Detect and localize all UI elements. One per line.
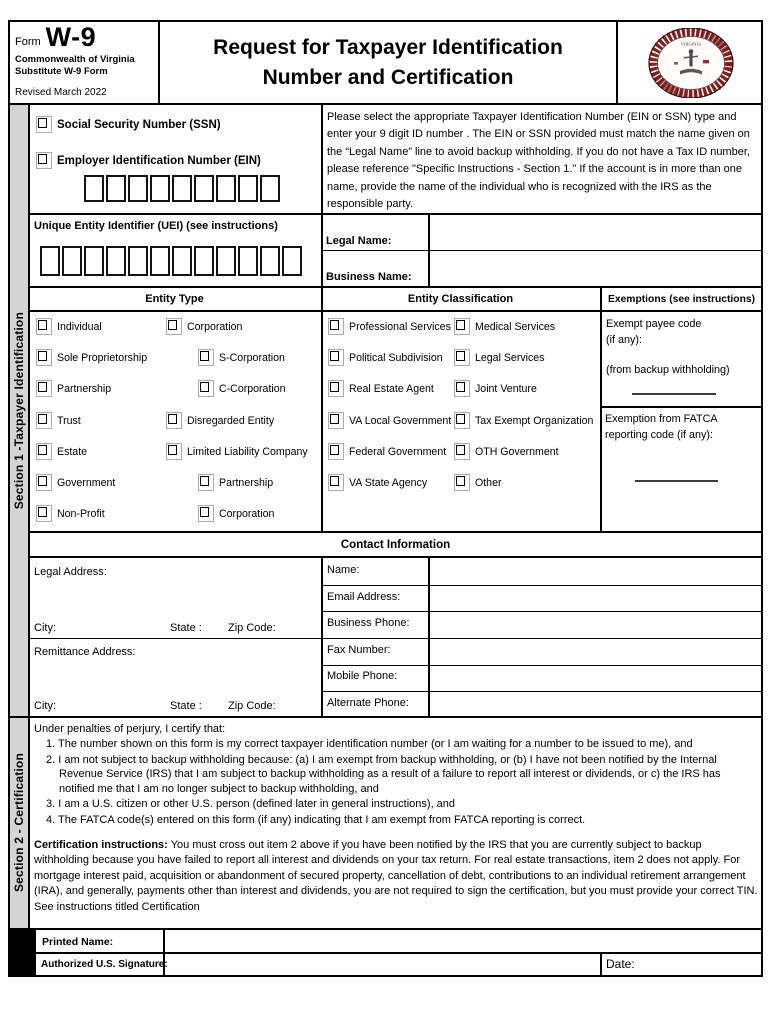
divider-line — [8, 716, 763, 718]
checkbox-icon[interactable] — [328, 349, 344, 366]
printed-name-label: Printed Name: — [42, 936, 114, 948]
certification-item-2: 2. I am not subject to backup withholding because: (a) I am exempt from backup withholding, or (b) I have not been notified by the Internal Revenue Service (IRS) that I am subject to backup withholding as a result of a failure to report all interest or dividends, or c) the IRS has notified me that I am no longer subject to backup withholding, and — [46, 753, 721, 795]
classification-label: Other — [475, 476, 502, 489]
uei-label: Unique Entity Identifier (UEI) (see instructions) — [34, 220, 278, 232]
tin-instructions: Please select the appropriate Taxpayer Identification Number (EIN or SSN) type and enter your 9 digit ID number . The EIN or SSN provided must match the name given on the “Legal Name” line to avoid backup withholding. If you do not have a Tax ID number, please reference "Specific Instructions - Section 1." If the account is in more than one name, provide the name of the individual who is recognized with the IRS as the responsible party. — [327, 111, 750, 210]
entity-label: Non-Profit — [57, 507, 105, 520]
tin-digit-box[interactable] — [128, 175, 148, 202]
checkbox-item-estate[interactable] — [36, 443, 87, 460]
checkbox-item-va-state-agency[interactable] — [328, 474, 427, 491]
checkbox-icon[interactable] — [198, 380, 214, 397]
zip-label-2: Zip Code: — [228, 700, 276, 712]
uei-box[interactable] — [128, 246, 148, 276]
checkbox-item-joint-venture[interactable] — [454, 380, 537, 397]
fax-number-label: Fax Number: — [327, 644, 391, 656]
uei-box[interactable] — [150, 246, 170, 276]
classification-label: Joint Venture — [475, 382, 537, 395]
fatca-exemption-label: Exemption from FATCA reporting code (if any): — [605, 413, 718, 441]
divider-line — [600, 288, 602, 531]
checkbox-icon[interactable] — [454, 380, 470, 397]
tin-digit-box[interactable] — [260, 175, 280, 202]
uei-box[interactable] — [62, 246, 82, 276]
checkbox-item-real-estate-agent[interactable] — [328, 380, 434, 397]
checkbox-icon[interactable] — [36, 318, 52, 335]
divider-line — [28, 556, 763, 558]
entity-label: Government — [57, 476, 116, 489]
name-label: Name: — [327, 564, 360, 576]
entity-label: Partnership — [57, 382, 112, 395]
exemptions-header: Exemptions (see instructions) — [607, 293, 756, 305]
certification-instructions-lead: Certification instructions: — [34, 839, 168, 851]
classification-label: Medical Services — [475, 320, 556, 333]
exempt-payee-label: Exempt payee code — [606, 318, 702, 330]
section2-sidebar-label: Section 2 - Certification — [12, 753, 26, 893]
business-phone-label: Business Phone: — [327, 617, 410, 629]
uei-boxes[interactable] — [40, 246, 302, 276]
divider-line — [321, 691, 763, 692]
revision-date: Revised March 2022 — [15, 87, 107, 98]
uei-box[interactable] — [106, 246, 126, 276]
checkbox-item-trust[interactable] — [36, 412, 81, 429]
tin-digit-box[interactable] — [84, 175, 104, 202]
entity-label: Limited Liability Company — [187, 445, 308, 458]
corner-black-block — [8, 930, 36, 977]
tin-digit-box[interactable] — [172, 175, 192, 202]
ein-label: Employer Identification Number (EIN) — [57, 154, 261, 167]
classification-label: Legal Services — [475, 351, 545, 364]
classification-label: VA State Agency — [349, 476, 428, 489]
divider-line — [321, 585, 763, 586]
uei-box[interactable] — [260, 246, 280, 276]
checkbox-icon[interactable] — [166, 318, 182, 335]
checkbox-icon[interactable] — [328, 380, 344, 397]
divider-line — [428, 556, 430, 717]
checkbox-item-tax-exempt-organization[interactable] — [454, 412, 593, 429]
checkbox-item-s-corporation[interactable] — [198, 349, 285, 366]
entity-label: Corporation — [187, 320, 243, 333]
divider-line — [428, 215, 430, 286]
exempt-payee-if-any: (if any): — [606, 334, 642, 346]
entity-label: Disregarded Entity — [187, 414, 275, 427]
virginia-seal — [620, 22, 761, 103]
checkbox-icon[interactable] — [328, 474, 344, 491]
entity-type-header: Entity Type — [145, 293, 204, 305]
divider-line — [28, 310, 763, 312]
entity-classification-list — [321, 314, 600, 533]
checkbox-icon[interactable] — [36, 349, 52, 366]
divider-line — [321, 665, 763, 666]
classification-label: OTH Government — [475, 445, 559, 458]
form-word: Form — [15, 35, 41, 48]
divider-line — [600, 952, 602, 977]
form-title — [162, 22, 614, 103]
uei-box[interactable] — [282, 246, 302, 276]
checkbox-item-partnership-2[interactable] — [198, 474, 273, 491]
checkbox-icon[interactable] — [36, 412, 52, 429]
legal-address-label: Legal Address: — [34, 566, 107, 578]
checkbox-item-oth-government[interactable] — [454, 443, 559, 460]
divider-line — [321, 105, 323, 288]
entity-label: Estate — [57, 445, 88, 458]
divider-line — [600, 406, 763, 408]
form-id-box — [10, 22, 156, 103]
checkbox-item-federal-government[interactable] — [328, 443, 446, 460]
backup-withholding-note: (from backup withholding) — [606, 364, 730, 376]
checkbox-icon[interactable] — [166, 412, 182, 429]
certification-items — [34, 737, 758, 828]
legal-name-label: Legal Name: — [326, 235, 392, 247]
classification-label: Political Subdivision — [349, 351, 443, 364]
certification-instructions — [34, 838, 758, 915]
form-number-row — [15, 22, 151, 52]
city-label-2: City: — [34, 700, 56, 712]
classification-label: Professional Services — [349, 320, 451, 333]
contact-information-header: Contact Information — [340, 538, 451, 551]
form-title-line-1: Request for Taxpayer Identification — [213, 35, 563, 59]
authorized-signature-label: Authorized U.S. Signature: — [41, 959, 168, 970]
entity-label: Individual — [57, 320, 102, 333]
mobile-phone-label: Mobile Phone: — [327, 670, 398, 682]
divider-line — [158, 20, 160, 105]
tin-digit-boxes[interactable] — [84, 175, 280, 202]
tin-digit-box[interactable] — [194, 175, 214, 202]
checkbox-item-va-local-government[interactable] — [328, 412, 451, 429]
org-line-2: Substitute W-9 Form — [15, 65, 108, 77]
checkbox-item-professional-services[interactable] — [328, 318, 451, 335]
checkbox-item-non-profit[interactable] — [36, 505, 105, 522]
ssn-label: Social Security Number (SSN) — [57, 118, 221, 131]
checkbox-icon[interactable] — [328, 412, 344, 429]
checkbox-item-political-subdivision[interactable] — [328, 349, 443, 366]
classification-label: Federal Government — [349, 445, 447, 458]
org-line-1: Commonwealth of Virginia — [15, 53, 135, 65]
entity-label: Trust — [57, 414, 81, 427]
uei-box[interactable] — [194, 246, 214, 276]
section1-sidebar-label: Section 1 -Taxpayer Identification — [12, 311, 26, 510]
checkbox-item-individual[interactable] — [36, 318, 102, 335]
checkbox-item-disregarded-entity[interactable] — [166, 412, 274, 429]
divider-line — [321, 250, 763, 251]
date-label: Date: — [606, 957, 635, 971]
state-label-1: State : — [170, 622, 202, 634]
entity-label: C-Corporation — [219, 382, 286, 395]
certification-item-4: 4. The FATCA code(s) entered on this form (if any) indicating that I am exempt from FATCA reporting is correct. — [46, 813, 586, 826]
certification-instructions-text: You must cross out item 2 above if you have been notified by the IRS that you are currently subject to backup withholding because you have failed to report all interest and dividends on your tax return. For real estate transactions, item 2 does not apply. For mortgage interest paid, acquisition or abandonment of secured property, cancellation of debt, contributions to an individual retirement arrangement (IRA), and generally, payments other than interest and dividends, you are not required to sign the certification, but you must provide your correct TIN. See instructions titled Certification — [34, 839, 758, 913]
checkbox-item-limited-liability-company[interactable] — [166, 443, 308, 460]
checkbox-icon[interactable] — [166, 443, 182, 460]
checkbox-icon[interactable] — [198, 474, 214, 491]
checkbox-item-corporation-2[interactable] — [198, 505, 274, 522]
svg-text:VIRGINIA: VIRGINIA — [680, 41, 701, 46]
business-name-label: Business Name: — [326, 271, 412, 283]
uei-box[interactable] — [238, 246, 258, 276]
certification-item-1: 1. The number shown on this form is my correct taxpayer identification number (or I am waiting for a number to be issued to me), and — [46, 738, 693, 750]
checkbox-item-c-corporation[interactable] — [198, 380, 286, 397]
checkbox-icon[interactable] — [36, 380, 52, 397]
checkbox-icon[interactable] — [454, 349, 470, 366]
checkbox-item-sole-proprietorship[interactable] — [36, 349, 147, 366]
checkbox-icon[interactable] — [36, 505, 52, 522]
checkbox-item-other[interactable] — [454, 474, 502, 491]
classification-label: VA Local Government — [349, 414, 452, 427]
checkbox-icon[interactable] — [36, 474, 52, 491]
state-label-2: State : — [170, 700, 202, 712]
tin-digit-box[interactable] — [150, 175, 170, 202]
divider-line — [28, 213, 763, 215]
divider-line — [321, 611, 763, 612]
checkbox-icon[interactable] — [454, 412, 470, 429]
email-address-label: Email Address: — [327, 591, 401, 603]
classification-label: Tax Exempt Organization — [475, 414, 594, 427]
checkbox-icon[interactable] — [454, 318, 470, 335]
form-title-line-2: Number and Certification — [262, 65, 514, 89]
checkbox-item-legal-services[interactable] — [454, 349, 545, 366]
checkbox-item-medical-services[interactable] — [454, 318, 555, 335]
remittance-address-label: Remittance Address: — [34, 646, 136, 658]
divider-line — [36, 952, 763, 954]
uei-box[interactable] — [40, 246, 60, 276]
entity-label: Sole Proprietorship — [57, 351, 148, 364]
checkbox-item-corporation-1[interactable] — [166, 318, 242, 335]
zip-label-1: Zip Code: — [228, 622, 276, 634]
uei-box[interactable] — [216, 246, 236, 276]
checkbox-item-partnership-1[interactable] — [36, 380, 111, 397]
divider-line — [321, 556, 323, 717]
entity-label: Partnership — [219, 476, 274, 489]
uei-box[interactable] — [172, 246, 192, 276]
form-number: W-9 — [45, 22, 97, 52]
checkbox-icon[interactable] — [454, 443, 470, 460]
tin-digit-box[interactable] — [238, 175, 258, 202]
checkbox-icon[interactable] — [36, 443, 52, 460]
certification-item-3: 3. I am a U.S. citizen or other U.S. person (defined later in general instructions), and — [46, 798, 456, 811]
entity-classification-header: Entity Classification — [407, 293, 514, 305]
checkbox-icon[interactable] — [198, 505, 214, 522]
divider-line — [8, 928, 763, 930]
virginia-seal-icon — [639, 28, 743, 98]
checkbox-icon[interactable] — [328, 318, 344, 335]
divider-line — [28, 638, 763, 639]
uei-box[interactable] — [84, 246, 104, 276]
checkbox-item-government[interactable] — [36, 474, 115, 491]
tin-digit-box[interactable] — [216, 175, 236, 202]
checkbox-icon[interactable] — [454, 474, 470, 491]
classification-label: Real Estate Agent — [349, 382, 434, 395]
entity-label: S-Corporation — [219, 351, 285, 364]
entity-type-list — [28, 314, 321, 533]
entity-label: Corporation — [219, 507, 275, 520]
checkbox-icon[interactable] — [198, 349, 214, 366]
tin-digit-box[interactable] — [106, 175, 126, 202]
divider-line — [616, 20, 618, 105]
divider-line — [8, 103, 763, 105]
certification-intro: Under penalties of perjury, I certify that: — [34, 723, 226, 735]
checkbox-icon[interactable] — [328, 443, 344, 460]
alternate-phone-label: Alternate Phone: — [327, 697, 409, 709]
city-label-1: City: — [34, 622, 56, 634]
